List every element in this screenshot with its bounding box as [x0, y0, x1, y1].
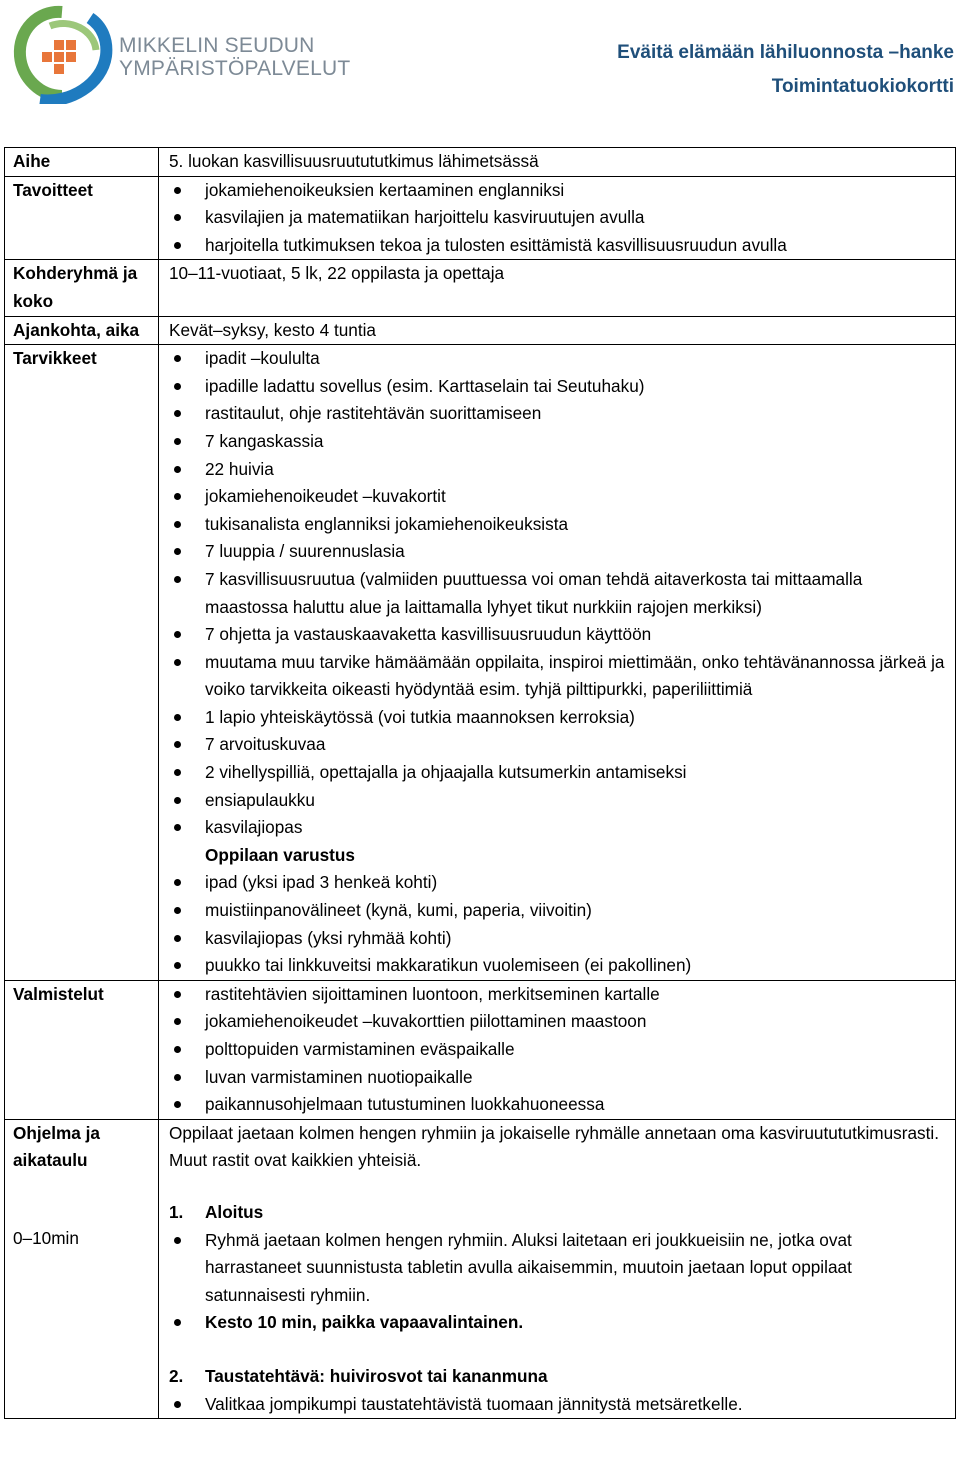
list-item: puukko tai linkkuveitsi makkaratikun vuolemiseen (ei pakollinen)	[169, 952, 949, 980]
list-item: kasvilajiopas (yksi ryhmää kohti)	[169, 925, 949, 953]
step-1-number: 1.	[169, 1201, 184, 1222]
list-item: ensiapulaukku	[169, 787, 949, 815]
step-1-title: Aloitus	[205, 1201, 264, 1222]
row-ohjelma-steps	[5, 1175, 956, 1419]
list-item: jokamiehenoikeudet –kuvakortit	[169, 483, 949, 511]
step-2-title: Taustatehtävä: huivirosvot tai kananmuna	[205, 1365, 548, 1386]
activity-card-table	[4, 147, 956, 1419]
value-kohderyhma: 10–11-vuotiaat, 5 lk, 22 oppilasta ja opettaja	[159, 260, 956, 316]
value-valmistelut	[159, 980, 956, 1119]
list-item: Valitkaa jompikumpi taustatehtävistä tuomaan jännitystä metsäretkelle.	[169, 1391, 949, 1419]
document-type: Toimintatuokiokortti	[771, 76, 954, 97]
row-tarvikkeet	[5, 345, 956, 981]
organization-name-line2: YMPÄRISTÖPALVELUT	[119, 57, 351, 80]
list-item: muistiinpanovälineet (kynä, kumi, paperia, viivoitin)	[169, 897, 949, 925]
list-item: kasvilajien ja matematiikan harjoittelu kasviruutujen avulla	[169, 204, 949, 232]
time-slot: 0–10min	[13, 1227, 79, 1248]
list-item: jokamiehenoikeudet –kuvakorttien piilottaminen maastoon	[169, 1008, 949, 1036]
row-ohjelma	[5, 1119, 956, 1175]
step-2-list	[169, 1391, 949, 1419]
value-ohjelma-steps	[159, 1175, 956, 1419]
list-item: 7 kasvillisuusruutua (valmiiden puuttuessa voi oman tehdä aitaverkosta tai mittaamalla maastossa haluttu alue ja laittamalla lyhyet tikut nurkkiin rajojen merkiksi)	[169, 566, 949, 621]
list-item: ipad (yksi ipad 3 henkeä kohti)	[169, 869, 949, 897]
row-ajankohta	[5, 316, 956, 345]
step-1-heading	[169, 1199, 949, 1227]
mikkelin-seudun-logo-icon	[10, 4, 114, 104]
label-ajankohta: Ajankohta, aika	[5, 316, 159, 345]
list-item: rastitehtävien sijoittaminen luontoon, merkitseminen kartalle	[169, 981, 949, 1009]
value-tarvikkeet	[159, 345, 956, 981]
list-item: 22 huivia	[169, 456, 949, 484]
list-item: kasvilajiopas	[169, 814, 949, 842]
value-ajankohta: Kevät–syksy, kesto 4 tuntia	[159, 316, 956, 345]
row-aihe	[5, 148, 956, 177]
list-item: muutama muu tarvike hämäämään oppilaita, inspiroi miettimään, onko tehtävänannossa järkeä ja voiko tarvikkeita oikeasti hyödyntää esim. tyhjä pilttipurkki, paperiliittimiä	[169, 649, 949, 704]
list-item: ipadit –koululta	[169, 345, 949, 373]
list-item: rastitaulut, ohje rastitehtävän suorittamiseen	[169, 400, 949, 428]
list-item: polttopuiden varmistaminen eväspaikalle	[169, 1036, 949, 1064]
list-item: 7 ohjetta ja vastauskaavaketta kasvillisuusruudun käyttöön	[169, 621, 949, 649]
tavoitteet-list	[169, 177, 949, 260]
list-item: jokamiehenoikeuksien kertaaminen englanniksi	[169, 177, 949, 205]
pupil-equipment-list	[169, 869, 949, 979]
step-2-number: 2.	[169, 1365, 184, 1386]
step-1-list	[169, 1227, 949, 1337]
list-item: 1 lapio yhteiskäytössä (voi tutkia maannoksen kerroksia)	[169, 704, 949, 732]
row-kohderyhma	[5, 260, 956, 316]
label-aihe: Aihe	[5, 148, 159, 177]
organization-name	[119, 34, 350, 80]
row-tavoitteet	[5, 176, 956, 260]
document-heading	[617, 36, 954, 104]
list-item: 7 kangaskassia	[169, 428, 949, 456]
label-ohjelma: Ohjelma ja aikataulu	[5, 1119, 159, 1175]
value-aihe: 5. luokan kasvillisuusruutututkimus lähimetsässä	[159, 148, 956, 177]
list-item: Ryhmä jaetaan kolmen hengen ryhmiin. Aluksi laitetaan eri joukkueisiin ne, jotka ovat harrastaneet suunnistusta tabletin avulla aikaisemmin, muutoin jaetaan loput oppilaat satunnaisesti ryhmiin.	[169, 1227, 949, 1310]
project-title: Eväitä elämään lähiluonnosta –hanke	[617, 42, 954, 63]
list-item: Kesto 10 min, paikka vapaavalintainen.	[169, 1309, 949, 1337]
organization-name-line1: MIKKELIN SEUDUN	[119, 34, 315, 57]
step-2-heading	[169, 1363, 949, 1391]
label-kohderyhma: Kohderyhmä ja koko	[5, 260, 159, 316]
list-item: ipadille ladattu sovellus (esim. Karttaselain tai Seutuhaku)	[169, 373, 949, 401]
list-item: 2 vihellyspilliä, opettajalla ja ohjaajalla kutsumerkin antamiseksi	[169, 759, 949, 787]
list-item: 7 luuppia / suurennuslasia	[169, 538, 949, 566]
valmistelut-list	[169, 981, 949, 1119]
label-valmistelut: Valmistelut	[5, 980, 159, 1119]
list-item: paikannusohjelmaan tutustuminen luokkahuoneessa	[169, 1091, 949, 1119]
list-item: tukisanalista englanniksi jokamiehenoikeuksista	[169, 511, 949, 539]
time-cell	[5, 1175, 159, 1419]
row-valmistelut	[5, 980, 956, 1119]
program-intro: Oppilaat jaetaan kolmen hengen ryhmiin ja jokaiselle ryhmälle annetaan oma kasviruutututkimusrasti. Muut rastit ovat kaikkien yhteisiä.	[169, 1122, 940, 1171]
label-tavoitteet: Tavoitteet	[5, 176, 159, 260]
tarvikkeet-list	[169, 345, 949, 842]
list-item: 7 arvoituskuvaa	[169, 731, 949, 759]
pupil-equipment-heading: Oppilaan varustus	[205, 844, 355, 865]
page-header	[0, 0, 960, 120]
value-tavoitteet	[159, 176, 956, 260]
value-ohjelma-intro	[159, 1119, 956, 1175]
list-item: luvan varmistaminen nuotiopaikalle	[169, 1064, 949, 1092]
label-tarvikkeet: Tarvikkeet	[5, 345, 159, 981]
list-item: harjoitella tutkimuksen tekoa ja tulosten esittämistä kasvillisuusruudun avulla	[169, 232, 949, 260]
